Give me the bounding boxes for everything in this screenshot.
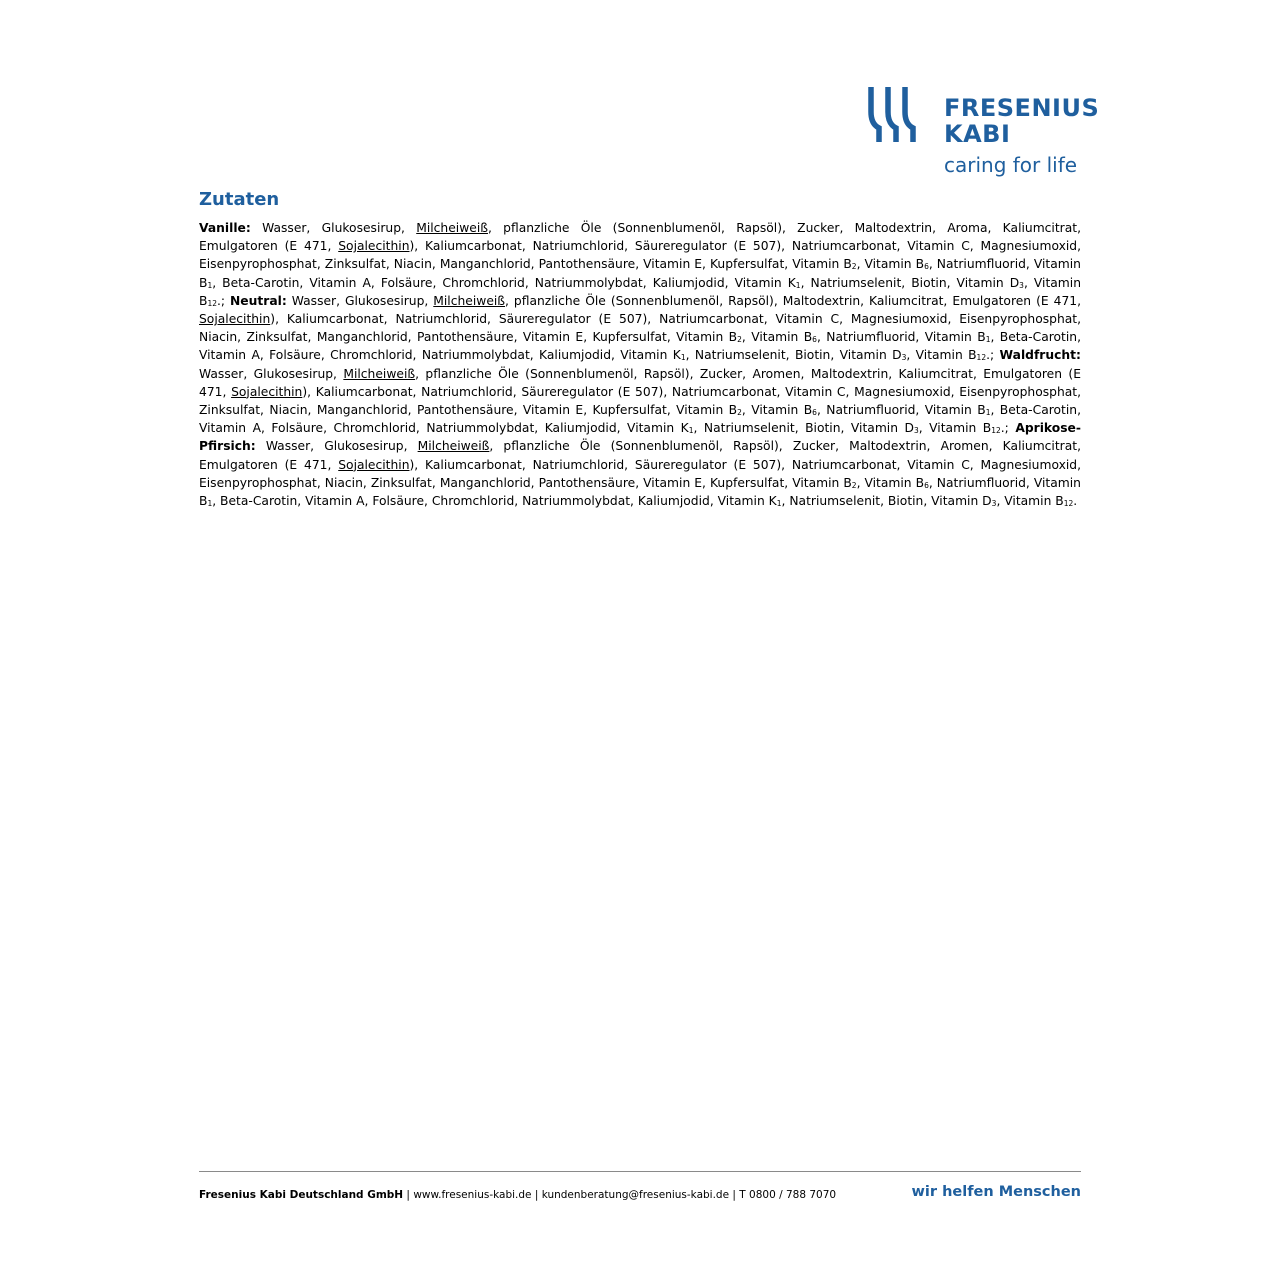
logo-brand-name <box>944 95 1099 147</box>
subscript: 3 <box>901 353 907 363</box>
allergen-soy: Sojalecithin <box>338 239 410 254</box>
ingredient-text: , Natriumselenit, Biotin, Vitamin D <box>685 348 902 363</box>
ingredient-group <box>199 294 1081 363</box>
subscript: 1 <box>207 499 213 509</box>
ingredient-text: , Beta-Carotin, Vitamin A, Folsäure, Chromchlorid, Natriummolybdat, Kaliumjodid, Vitamin K <box>199 403 1081 436</box>
flavor-name: Neutral: <box>230 293 287 308</box>
subscript: 12 <box>207 298 217 308</box>
ingredient-text: ), Kaliumcarbonat, Natriumchlorid, Säureregulator (E 507), Natriumcarbonat, Vitamin C, Magnesiumoxid, Eisenpyrophosphat, Niacin, Zinksulfat, Manganchlorid, Pantothensäure, Vitamin E, Kupfersulfat, Vitamin B <box>199 457 1081 490</box>
ingredient-text: , Vitamin B <box>906 348 977 363</box>
ingredient-text: , Natriumfluorid, Vitamin B <box>199 475 1081 509</box>
ingredient-text: .; <box>986 348 1000 363</box>
allergen-milk: Milcheiweiß <box>416 221 488 235</box>
subscript: 1 <box>985 335 991 345</box>
footer-company: Fresenius Kabi Deutschland GmbH <box>199 1189 404 1201</box>
subscript: 12 <box>1063 499 1074 509</box>
ingredient-text: , Natriumfluorid, Vitamin B <box>199 257 1081 290</box>
ingredient-text: , Vitamin B <box>856 257 925 272</box>
footer-separator: | <box>729 1189 740 1201</box>
subscript: 1 <box>776 499 782 509</box>
ingredient-text: Wasser, Glukosesirup, <box>262 221 417 235</box>
ingredient-text: Wasser, Glukosesirup, <box>291 293 434 308</box>
ingredient-text: , Beta-Carotin, Vitamin A, Folsäure, Chromchlorid, Natriummolybdat, Kaliumjodid, Vitamin K <box>212 275 796 290</box>
ingredient-text: ), Kaliumcarbonat, Natriumchlorid, Säureregulator (E 507), Natriumcarbonat, Vitamin C, Magnesiumoxid, Eisenpyrophosphat, Niacin, Zinksulfat, Manganchlorid, Pantothensäure, Vitamin E, Kupfersulfat, Vitamin B <box>199 312 1081 345</box>
logo-brand-line-2: KABI <box>944 120 1011 148</box>
ingredients-paragraph <box>199 219 1081 510</box>
subscript: 1 <box>207 280 213 290</box>
ingredient-text: ), Kaliumcarbonat, Natriumchlorid, Säureregulator (E 507), Natriumcarbonat, Vitamin C, Magnesiumoxid, Eisenpyrophosphat, Zinksulfat, Niacin, Manganchlorid, Pantothensäure, Vitamin E, Kupfersulfat, Vitamin B <box>199 384 1082 418</box>
subscript: 12 <box>976 353 987 363</box>
allergen-milk: Milcheiweiß <box>343 366 416 381</box>
allergen-soy: Sojalecithin <box>231 384 303 399</box>
flavor-name: Aprikose-Pfirsich: <box>199 421 1081 454</box>
ingredient-text: , Vitamin B <box>856 475 925 490</box>
ingredient-text: .; <box>216 293 231 308</box>
ingredient-text: ), Kaliumcarbonat, Natriumchlorid, Säureregulator (E 507), Natriumcarbonat, Vitamin C, Magnesiumoxid, Eisenpyrophosphat, Zinksulfat, Niacin, Manganchlorid, Pantothensäure, Vitamin E, Kupfersulfat, Vitamin B <box>199 239 1081 272</box>
logo-brand-line-1: FRESENIUS <box>944 94 1100 122</box>
ingredient-text: , Beta-Carotin, Vitamin A, Folsäure, Chromchlorid, Natriummolybdat, Kaliumjodid, Vitamin K <box>199 330 1081 363</box>
fresenius-kabi-logo <box>866 84 1100 180</box>
subscript: 2 <box>737 408 742 418</box>
ingredient-text: , Natriumfluorid, Vitamin B <box>816 403 986 418</box>
subscript: 3 <box>913 426 919 436</box>
subscript: 2 <box>737 335 742 345</box>
footer-website-link[interactable]: www.fresenius-kabi.de <box>413 1189 532 1201</box>
ingredient-text: Wasser, Glukosesirup, <box>265 439 418 454</box>
allergen-milk: Milcheiweiß <box>433 293 506 308</box>
ingredient-text: , Vitamin B <box>918 421 992 436</box>
ingredient-text: , Natriumselenit, Biotin, Vitamin D <box>800 275 1020 290</box>
subscript: 1 <box>688 426 694 436</box>
allergen-soy: Sojalecithin <box>199 312 271 327</box>
footer-slogan: wir helfen Menschen <box>911 1184 1081 1200</box>
logo-tagline: caring for life <box>944 153 1078 177</box>
subscript: 1 <box>795 280 801 290</box>
ingredient-text: , pflanzliche Öle (Sonnenblumenöl, Rapsöl), Zucker, Maltodextrin, Aroma, Kaliumcitrat, Emulgatoren (E 471, <box>199 221 1081 254</box>
footer-email-link[interactable]: kundenberatung@fresenius-kabi.de <box>541 1189 730 1201</box>
subscript: 6 <box>812 335 817 345</box>
ingredient-text: , Vitamin B <box>996 494 1064 509</box>
fresenius-kabi-logo-mark-icon <box>866 84 926 144</box>
ingredient-text: , Vitamin B <box>199 275 1081 308</box>
flavor-name: Waldfrucht: <box>999 348 1081 363</box>
footer-separator: | <box>403 1189 414 1201</box>
footer-phone: T 0800 / 788 7070 <box>739 1189 837 1201</box>
flavor-name: Vanille: <box>199 221 251 235</box>
subscript: 2 <box>851 480 857 490</box>
allergen-soy: Sojalecithin <box>338 457 410 472</box>
ingredient-text: , Natriumselenit, Biotin, Vitamin D <box>781 494 992 509</box>
subscript: 3 <box>1019 280 1024 290</box>
ingredient-text: , pflanzliche Öle (Sonnenblumenöl, Rapsöl), Zucker, Aromen, Maltodextrin, Kaliumcitrat, Emulgatoren (E 471, <box>199 366 1081 399</box>
subscript: 6 <box>924 480 929 490</box>
footer-separator: | <box>531 1189 542 1201</box>
ingredient-text: Wasser, Glukosesirup, <box>199 366 344 381</box>
allergen-milk: Milcheiweiß <box>417 439 490 454</box>
footer-contact <box>199 1188 836 1202</box>
ingredient-text: , pflanzliche Öle (Sonnenblumenöl, Rapsöl), Zucker, Maltodextrin, Aromen, Kaliumcitrat, Emulgatoren (E 471, <box>199 439 1081 472</box>
ingredient-text: , Beta-Carotin, Vitamin A, Folsäure, Chromchlorid, Natriummolybdat, Kaliumjodid, Vitamin K <box>212 494 777 509</box>
ingredient-text: , pflanzliche Öle (Sonnenblumenöl, Rapsöl), Maltodextrin, Kaliumcitrat, Emulgatoren (E 471, <box>505 293 1082 308</box>
footer-divider <box>199 1171 1081 1172</box>
ingredient-text: . <box>1073 494 1078 509</box>
subscript: 1 <box>680 353 686 363</box>
ingredient-text: , Natriumselenit, Biotin, Vitamin D <box>693 421 914 436</box>
ingredient-text: , Vitamin B <box>741 330 813 345</box>
subscript: 6 <box>924 262 929 272</box>
ingredient-text: .; <box>1000 421 1016 436</box>
subscript: 6 <box>812 408 817 418</box>
ingredient-text: , Natriumfluorid, Vitamin B <box>816 330 986 345</box>
page-title: Zutaten <box>199 189 280 210</box>
subscript: 2 <box>851 262 857 272</box>
subscript: 1 <box>985 408 991 418</box>
subscript: 3 <box>991 499 997 509</box>
subscript: 12 <box>991 426 1001 436</box>
ingredient-text: , Vitamin B <box>741 403 813 418</box>
